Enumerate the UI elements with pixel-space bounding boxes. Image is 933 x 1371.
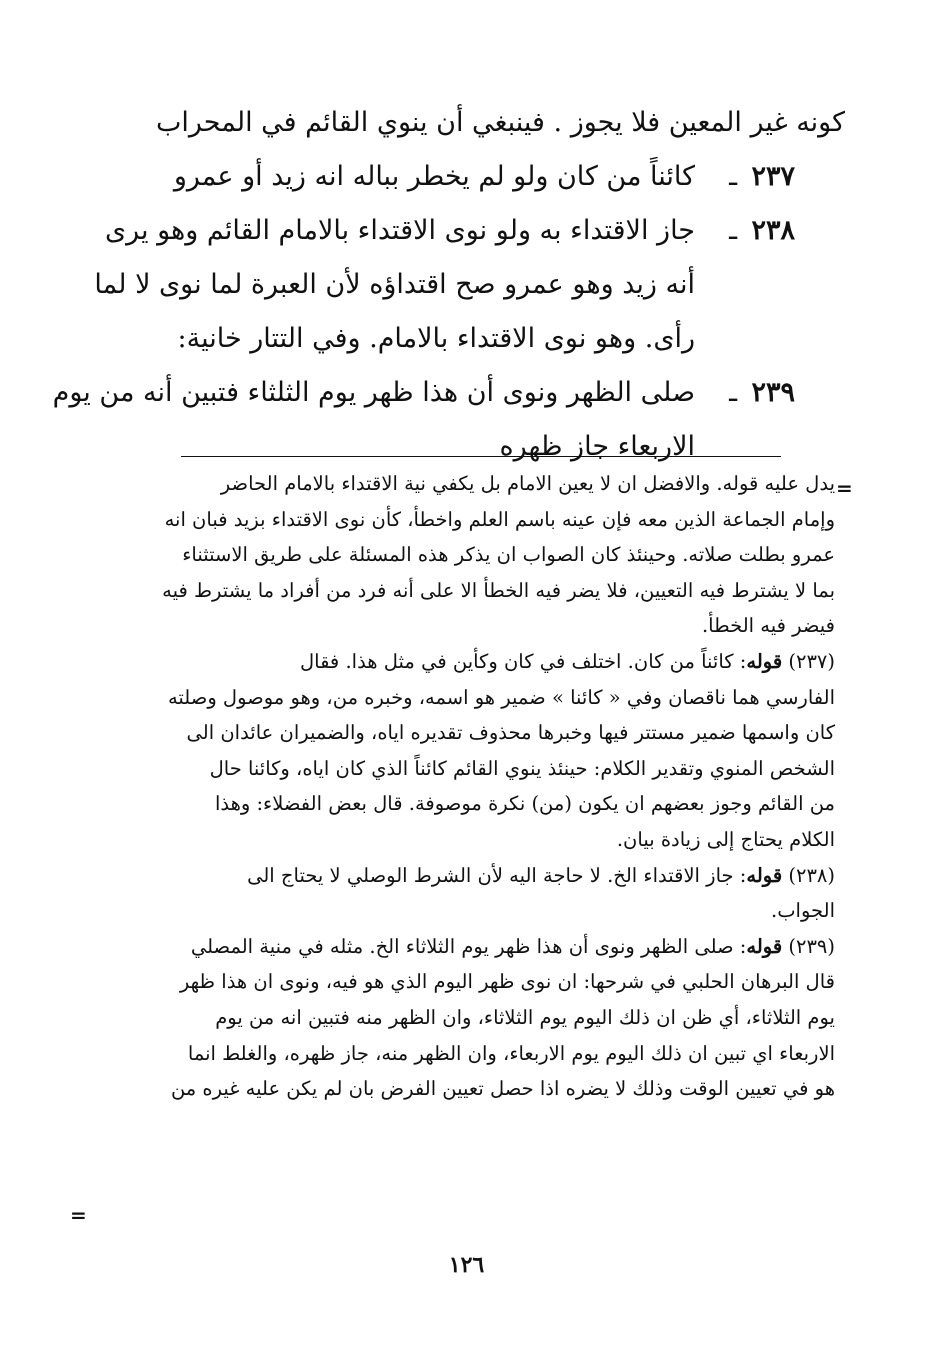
footnote-line: بما لا يشترط فيه التعيين، فلا يضر فيه الخطأ الا على أنه فرد من أفراد ما يشترط فيه [162, 578, 835, 602]
entry-line: صلى الظهر ونوى أن هذا ظهر يوم الثلثاء فتبين أنه من يوم [52, 377, 695, 408]
footnote-line: فيضر فيه الخطأ. [701, 614, 835, 638]
continuation-mark-start: = [836, 476, 853, 500]
entry-239 [52, 366, 795, 420]
footnote-238 [95, 858, 835, 894]
footnote-keyword: قوله [746, 934, 783, 958]
entry-237 [133, 150, 793, 204]
footnote-line: هو في تعيين الوقت وذلك لا يضره اذا حصل تعيين الفرض بان لم يكن عليه غيره من [170, 1077, 835, 1101]
footnote-line: كان واسمها ضمير مستتر فيها وخبرها محذوف تقديره اياه، والضميران عائدان الى [186, 721, 835, 745]
entry-number: ٢٣٨ [751, 215, 795, 246]
footnote-239 [95, 929, 835, 965]
footnote-line: عمرو بطلت صلاته. وحينئذ كان الصواب ان يذكر هذه المسئلة على طريق الاستثناء [182, 543, 835, 567]
entry-dash: ـ [729, 215, 737, 246]
entry-238 [104, 204, 795, 258]
entry-238-cont [94, 258, 793, 312]
entry-238-cont [133, 312, 793, 366]
footnote-line: الاربعاء اي تبين ان ذلك اليوم يوم الاربعاء، وان الظهر منه، جاز ظهره، والغلط انما [187, 1041, 835, 1065]
entry-line: الاربعاء جاز ظهره [499, 431, 695, 462]
entry-line: جاز الاقتداء به ولو نوى الاقتداء بالامام القائم وهو يرى [104, 215, 695, 246]
footnote-line: الكلام يحتاج إلى زيادة بيان. [616, 827, 835, 851]
entry-dash: ـ [729, 161, 737, 192]
main-text [52, 96, 845, 474]
entry-line: رأى. وهو نوى الاقتداء بالامام. وفي التتار خانية: [177, 323, 695, 354]
page-number: ١٢٦ [448, 1252, 485, 1278]
footnote-line: الجواب. [771, 899, 835, 923]
footnote-ref: (٢٣٧) [788, 649, 835, 673]
footnote-line: وإمام الجماعة الذين معه فإن عينه باسم العلم واخطأ، كأن نوى الاقتداء بزيد فبان انه [164, 507, 835, 531]
entry-number: ٢٣٩ [751, 377, 795, 408]
footnote-line: الشخص المنوي وتقدير الكلام: حينئذ ينوي القائم كائناً الذي كان اياه، وكائنا حال [209, 756, 835, 780]
entry-number: ٢٣٧ [751, 161, 795, 192]
footnote-line: يوم الثلاثاء، أي ظن ان ذلك اليوم يوم الثلاثاء، وان الظهر منه فتبين انه من يوم [215, 1005, 835, 1029]
footnote-line: من القائم وجوز بعضهم ان يكون (من) نكرة موصوفة. قال بعض الفضلاء: وهذا [214, 792, 835, 816]
footnote-line: يدل عليه قوله. والافضل ان لا يعين الامام بل يكفي نية الاقتداء بالامام الحاضر [220, 472, 835, 495]
footnote-text: : كائناً من كان. اختلف في كان وكأين في مثل هذا. فقال [299, 649, 747, 673]
footnote-text: : جاز الاقتداء الخ. لا حاجة اليه لأن الشرط الوصلي لا يحتاج الى [247, 863, 747, 887]
entry-dash: ـ [729, 377, 737, 408]
footnote-keyword: قوله [746, 863, 783, 887]
footnote-keyword: قوله [746, 649, 783, 673]
entry-line: أنه زيد وهو عمرو صح اقتداؤه لأن العبرة لما نوى لا لما [94, 269, 695, 300]
footnote-ref: (٢٣٨) [788, 863, 835, 887]
continuation-mark-end: = [70, 1203, 87, 1227]
intro-line-text: كونه غير المعين فلا يجوز . فينبغي أن ينوي القائم في المحراب [155, 107, 845, 138]
footnote-line: قال البرهان الحلبي في شرحها: ان نوى ظهر اليوم الذي هو فيه، ونوى ان هذا ظهر [179, 970, 835, 994]
footnote-237 [95, 644, 835, 680]
footnote-divider [181, 456, 781, 457]
entry-line: كائناً من كان ولو لم يخطر بباله انه زيد أو عمرو [173, 161, 695, 192]
footnote-ref: (٢٣٩) [788, 934, 835, 958]
intro-line [133, 96, 845, 150]
footnote-line: الفارسي هما ناقصان وفي « كائنا » ضمير هو اسمه، وخبره من، وهو موصول وصلته [167, 685, 835, 709]
footnotes [95, 466, 835, 1107]
footnote-text: : صلى الظهر ونوى أن هذا ظهر يوم الثلاثاء الخ. مثله في منية المصلي [190, 934, 747, 958]
